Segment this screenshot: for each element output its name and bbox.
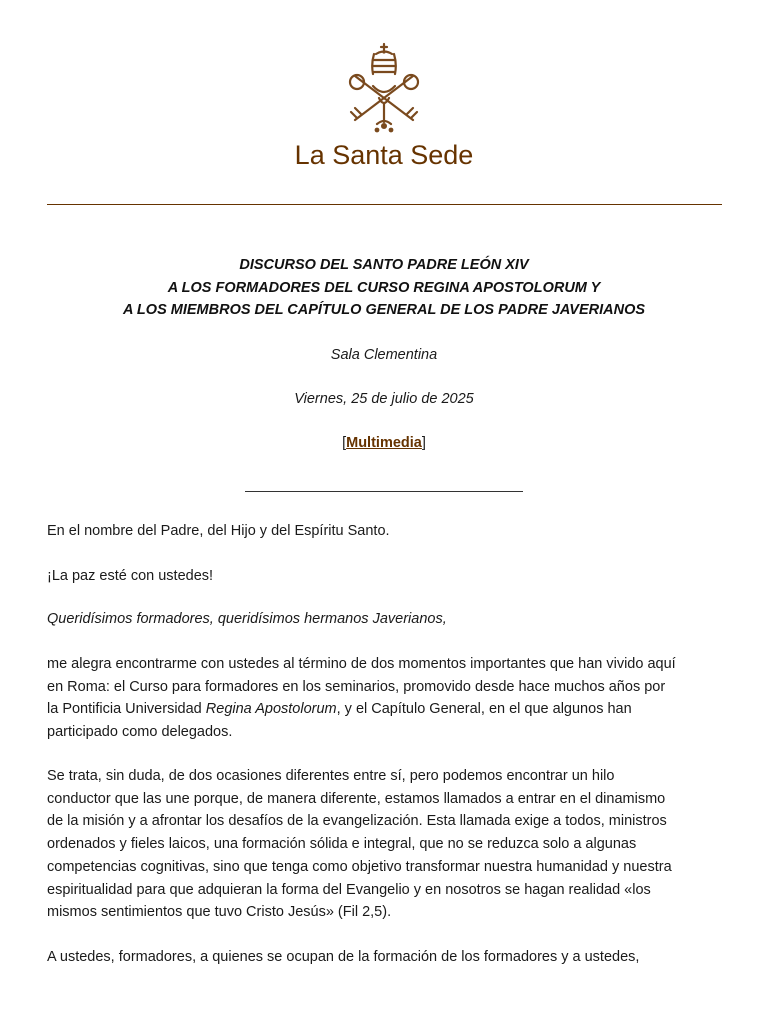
- document-title: [0, 254, 768, 322]
- site-header: [0, 0, 768, 210]
- event-place: Sala Clementina: [330, 347, 438, 363]
- papal-keys-tiara-emblem-icon[interactable]: [343, 42, 425, 134]
- title-line-1: DISCURSO DEL SANTO PADRE LEÓN XIV: [239, 257, 529, 273]
- italic-university-name: Regina Apostolorum: [205, 701, 337, 718]
- multimedia-link[interactable]: Multimedia: [346, 435, 422, 451]
- text-fragment: la Pontificia Universidad: [47, 701, 206, 718]
- paragraph-salutation: Queridísimos formadores, queridísimos hermanos Javerianos,: [47, 611, 447, 627]
- text-fragment: , y el Capítulo General, en el que algunos han: [336, 701, 632, 718]
- section-divider: [245, 491, 523, 492]
- text-line: en Roma: el Curso para formadores en los seminarios, promovido desde hace muchos años por: [47, 678, 666, 695]
- text-line: mismos sentimientos que tuvo Cristo Jesús» (Fil 2,5).: [47, 904, 392, 921]
- bracket-open: [: [342, 435, 347, 451]
- multimedia-link-row: [0, 433, 768, 453]
- event-date: Viernes, 25 de julio de 2025: [294, 391, 474, 407]
- text-line: [47, 698, 727, 721]
- title-line-2: A LOS FORMADORES DEL CURSO REGINA APOSTOLORUM Y: [167, 279, 601, 296]
- paragraph-invocation: En el nombre del Padre, del Hijo y del Espíritu Santo.: [47, 523, 390, 539]
- site-title[interactable]: La Santa Sede: [294, 140, 474, 170]
- paragraph-introduction: [47, 653, 727, 744]
- text-line: ordenados y fieles laicos, una formación sólida e integral, que no se reduzca solo a algunas: [47, 836, 637, 853]
- text-line: espiritualidad para que adquieran la forma del Evangelio y en nosotros se hagan realidad «los: [47, 881, 651, 898]
- paragraph-closing-start: A ustedes, formadores, a quienes se ocupan de la formación de los formadores y a ustedes,: [47, 949, 640, 965]
- text-line: Se trata, sin duda, de dos ocasiones diferentes entre sí, pero podemos encontrar un hilo: [47, 768, 615, 784]
- paragraph-greeting: ¡La paz esté con ustedes!: [47, 568, 214, 584]
- title-line-3: A LOS MIEMBROS DEL CAPÍTULO GENERAL DE LOS PADRE JAVERIANOS: [122, 302, 646, 318]
- text-line: conductor que las une porque, de manera diferente, estamos llamados a entrar en el dinamismo: [47, 790, 666, 807]
- text-line: de la misión y a afrontar los desafíos de la evangelización. Esta llamada exige a todos, ministros: [47, 813, 667, 830]
- paragraph-formation: [47, 765, 727, 924]
- header-divider: [47, 204, 722, 205]
- text-line: me alegra encontrarme con ustedes al término de dos momentos importantes que han vivido aquí: [47, 656, 676, 672]
- text-line: competencias cognitivas, sino que tenga como objetivo transformar nuestra humanidad y nuestra: [47, 858, 672, 875]
- text-line: participado como delegados.: [47, 724, 233, 741]
- bracket-close: ]: [421, 435, 426, 451]
